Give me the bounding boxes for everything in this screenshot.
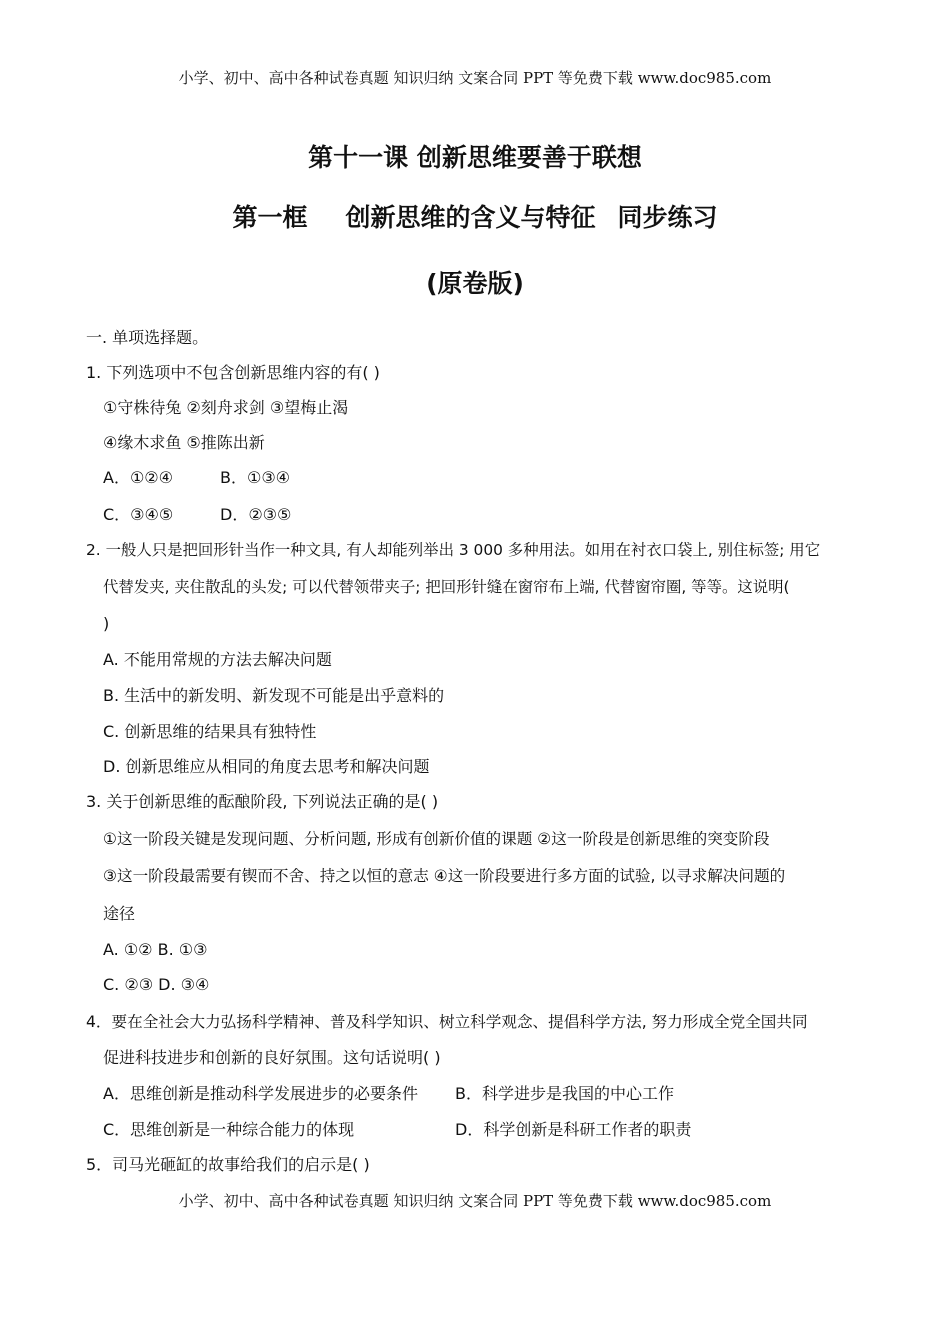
q2-option-b: B. 生活中的新发明、新发现不可能是出乎意料的 <box>103 686 445 705</box>
q3-item-line-1: ①这一阶段关键是发现问题、分析问题, 形成有创新价值的课题 ②这一阶段是创新思维的突变阶段 <box>103 830 770 848</box>
edition-label: (原卷版) <box>426 269 524 298</box>
q4-stem-line-1: 4．要在全社会大力弘扬科学精神、普及科学知识、树立科学观念、提倡科学方法, 努力形成全党全国共同 <box>86 1013 808 1031</box>
q4-option-b: B．科学进步是我国的中心工作 <box>455 1084 674 1103</box>
section-heading: 一. 单项选择题。 <box>86 328 209 347</box>
lesson-title: 第十一课 创新思维要善于联想 <box>308 143 642 172</box>
q4-option-d: D．科学创新是科研工作者的职责 <box>455 1120 692 1139</box>
q4-option-a: A．思维创新是推动科学发展进步的必要条件 <box>103 1084 418 1103</box>
q1-option-d: D．②③⑤ <box>220 505 292 524</box>
footer-banner: 小学、初中、高中各种试卷真题 知识归纳 文案合同 PPT 等免费下载 www.doc985.com <box>178 1192 772 1210</box>
q1-option-a: A．①②④ <box>103 468 173 487</box>
frame-title-part-a: 第一框 <box>232 203 308 232</box>
q5-stem: 5．司马光砸缸的故事给我们的启示是( ) <box>86 1155 370 1174</box>
q2-option-d: D. 创新思维应从相同的角度去思考和解决问题 <box>103 757 430 776</box>
q1-stem: 1. 下列选项中不包含创新思维内容的有( ) <box>86 363 380 382</box>
q2-stem-line-2: 代替发夹, 夹住散乱的头发; 可以代替领带夹子; 把回形针缝在窗帘布上端, 代替窗帘圈, 等等。这说明( <box>103 578 790 596</box>
q1-option-c: C．③④⑤ <box>103 505 174 524</box>
q3-options-line-2: C. ②③ D. ③④ <box>103 975 210 994</box>
q1-option-b: B．①③④ <box>220 468 291 487</box>
q2-option-a: A. 不能用常规的方法去解决问题 <box>103 650 332 669</box>
frame-title-part-c: 同步练习 <box>617 203 718 232</box>
q2-stem-line-3: ) <box>103 614 110 633</box>
q3-options-line-1: A. ①② B. ①③ <box>103 940 208 959</box>
q4-stem-line-2: 促进科技进步和创新的良好氛围。这句话说明( ) <box>103 1048 441 1067</box>
q3-stem: 3. 关于创新思维的酝酿阶段, 下列说法正确的是( ) <box>86 792 439 811</box>
header-banner: 小学、初中、高中各种试卷真题 知识归纳 文案合同 PPT 等免费下载 www.doc985.com <box>178 69 772 87</box>
q1-items-line-2: ④缘木求鱼 ⑤推陈出新 <box>103 433 265 452</box>
q3-item-line-2: ③这一阶段最需要有锲而不舍、持之以恒的意志 ④这一阶段要进行多方面的试验, 以寻求解决问题的 <box>103 867 786 885</box>
q2-option-c: C. 创新思维的结果具有独特性 <box>103 722 317 741</box>
q1-items-line-1: ①守株待兔 ②刻舟求剑 ③望梅止渴 <box>103 398 349 417</box>
q3-item-line-3: 途径 <box>103 904 136 923</box>
frame-title <box>0 202 950 234</box>
frame-title-part-b: 创新思维的含义与特征 <box>345 203 596 232</box>
q2-stem-line-1: 2. 一般人只是把回形针当作一种文具, 有人却能列举出 3 000 多种用法。如用在衬衣口袋上, 别住标签; 用它 <box>86 541 821 559</box>
q4-option-c: C．思维创新是一种综合能力的体现 <box>103 1120 355 1139</box>
